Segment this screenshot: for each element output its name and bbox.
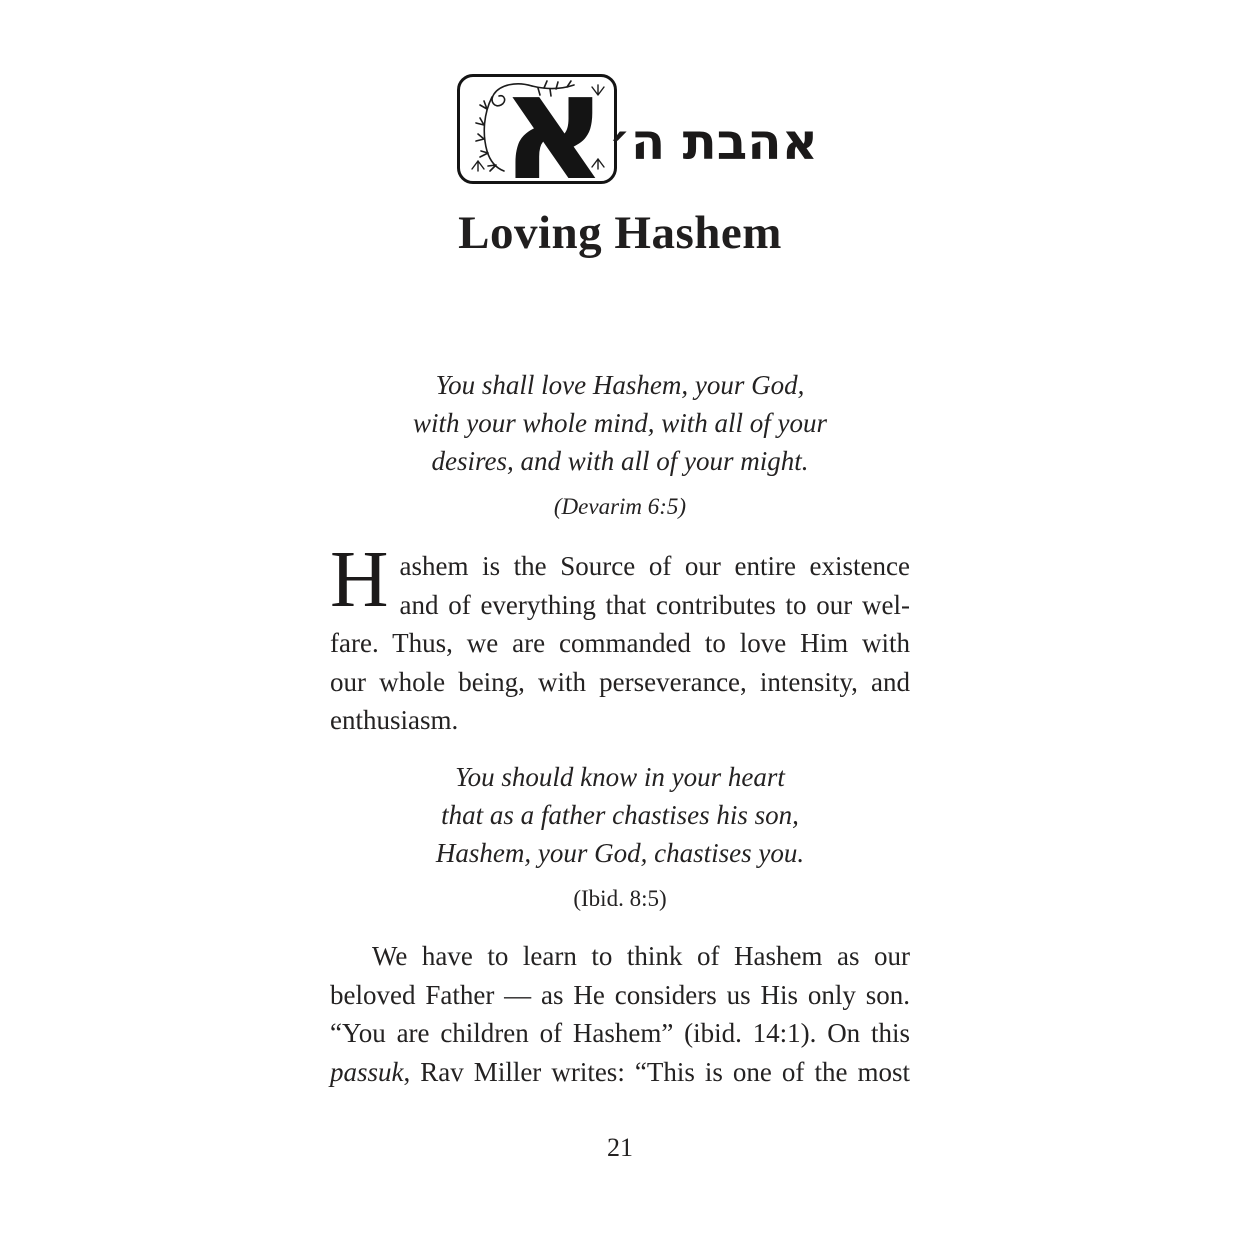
page-number: 21 xyxy=(607,1133,633,1162)
verse-line: desires, and with all of your might. xyxy=(431,446,809,476)
body-paragraph-2 xyxy=(330,937,910,1091)
verse-citation: (Devarim 6:5) xyxy=(553,494,687,519)
verse-quote-2 xyxy=(320,758,920,918)
hebrew-chapter-title: אהבת ה׳ xyxy=(608,113,818,171)
verse-line: that as a father chastises his son, xyxy=(441,800,799,830)
body-line xyxy=(330,1053,910,1092)
verse-line: Hashem, your God, chastises you. xyxy=(435,838,805,868)
body-line: enthusiasm. xyxy=(330,705,459,735)
body-line: ashem is the Source of our entire existence xyxy=(399,551,910,581)
verse-quote-1 xyxy=(320,366,920,526)
chapter-title: Loving Hashem xyxy=(458,207,782,259)
body-line-text: , Rav Miller writes: “This is one of the most xyxy=(403,1056,910,1087)
dropcap-letter: H xyxy=(330,534,389,624)
body-paragraph-1 xyxy=(330,534,910,740)
ornamental-frame xyxy=(457,41,617,213)
verse-citation: (Ibid. 8:5) xyxy=(573,886,667,911)
verse-line: You should know in your heart xyxy=(455,762,785,792)
verse-line: You shall love Hashem, your God, xyxy=(435,370,805,400)
body-line: and of everything that contributes to our wel- xyxy=(399,589,910,620)
body-line: beloved Father — as He considers us His only son. xyxy=(330,979,910,1010)
body-line: We have to learn to think of Hashem as our xyxy=(372,941,910,971)
body-line: our whole being, with perseverance, intensity, and xyxy=(330,666,910,697)
aleph-initial-letter: א xyxy=(500,41,608,213)
body-line: fare. Thus, we are commanded to love Him with xyxy=(330,628,910,658)
body-line: “You are children of Hashem” (ibid. 14:1). On this xyxy=(330,1018,910,1048)
verse-line: with your whole mind, with all of your xyxy=(412,408,827,438)
italic-term: passuk xyxy=(330,1056,404,1087)
